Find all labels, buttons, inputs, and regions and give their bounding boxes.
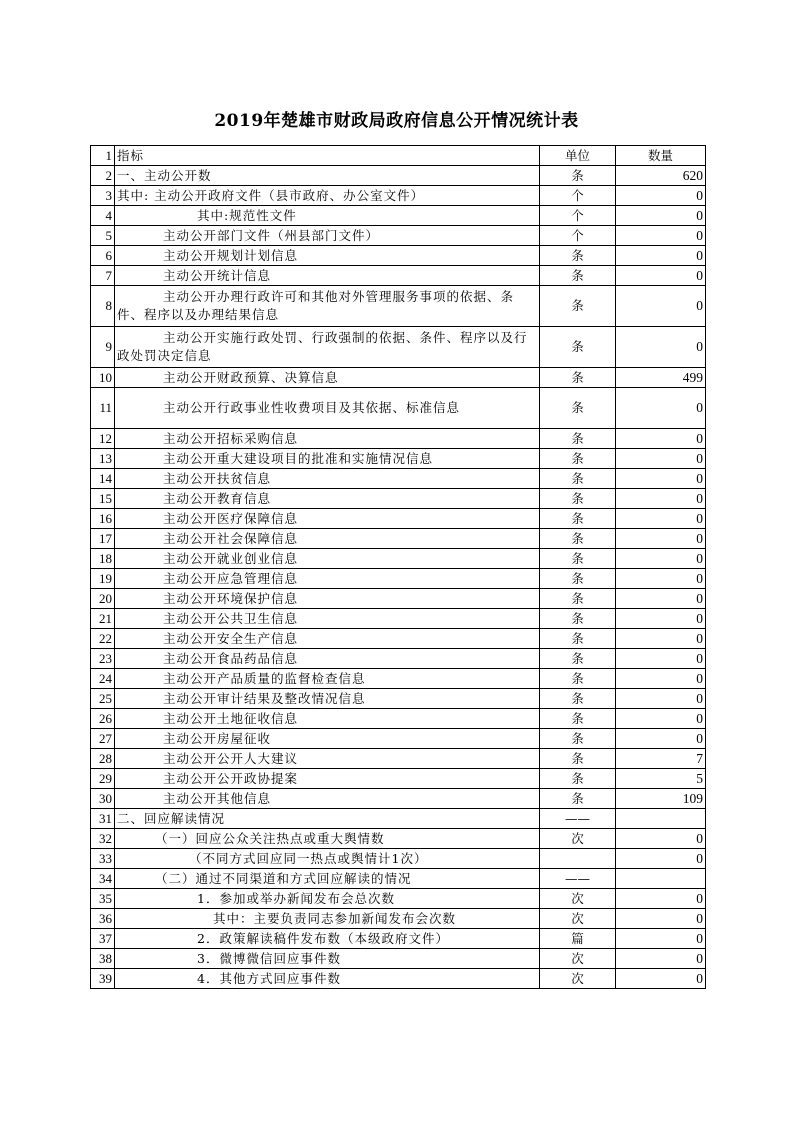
row-indicator: 2．政策解读稿件发布数（本级政府文件） — [115, 929, 540, 949]
row-index: 6 — [91, 246, 115, 266]
row-index: 22 — [91, 629, 115, 649]
row-indicator: 主动公开规划计划信息 — [115, 246, 540, 266]
table-row — [91, 388, 706, 429]
row-indicator: 主动公开重大建设项目的批准和实施情况信息 — [115, 449, 540, 469]
row-quantity: 0 — [616, 929, 706, 949]
row-unit: 条 — [540, 669, 616, 689]
row-unit: 次 — [540, 949, 616, 969]
table-row — [91, 849, 706, 869]
table-row — [91, 869, 706, 889]
table-row — [91, 327, 706, 368]
row-quantity: 0 — [616, 529, 706, 549]
row-indicator: 主动公开行政事业性收费项目及其依据、标准信息 — [115, 388, 540, 429]
row-indicator: 其中：主要负责同志参加新闻发布会次数 — [115, 909, 540, 929]
row-unit: 条 — [540, 569, 616, 589]
row-index: 39 — [91, 969, 115, 989]
row-quantity: 0 — [616, 206, 706, 226]
row-quantity: 7 — [616, 749, 706, 769]
row-index: 7 — [91, 266, 115, 286]
row-indicator: 主动公开医疗保障信息 — [115, 509, 540, 529]
row-indicator: 主动公开环境保护信息 — [115, 589, 540, 609]
row-index: 20 — [91, 589, 115, 609]
row-quantity: 0 — [616, 909, 706, 929]
row-index: 11 — [91, 388, 115, 429]
row-index: 24 — [91, 669, 115, 689]
row-unit: 条 — [540, 368, 616, 388]
row-quantity: 0 — [616, 729, 706, 749]
header-unit: 单位 — [540, 146, 616, 166]
header-quantity: 数量 — [616, 146, 706, 166]
row-indicator: 一、主动公开数 — [115, 166, 540, 186]
row-quantity: 0 — [616, 429, 706, 449]
row-indicator: 主动公开扶贫信息 — [115, 469, 540, 489]
row-quantity: 0 — [616, 609, 706, 629]
row-indicator: 主动公开土地征收信息 — [115, 709, 540, 729]
row-index: 31 — [91, 809, 115, 829]
row-index: 33 — [91, 849, 115, 869]
statistics-table — [90, 145, 706, 989]
row-unit: 条 — [540, 246, 616, 266]
row-indicator: 主动公开房屋征收 — [115, 729, 540, 749]
header-index: 1 — [91, 146, 115, 166]
table-row — [91, 969, 706, 989]
row-index: 23 — [91, 649, 115, 669]
row-index: 9 — [91, 327, 115, 368]
row-indicator: （不同方式回应同一热点或舆情计1次） — [115, 849, 540, 869]
table-row — [91, 829, 706, 849]
row-index: 21 — [91, 609, 115, 629]
row-unit: 条 — [540, 769, 616, 789]
row-unit: 条 — [540, 388, 616, 429]
table-row — [91, 509, 706, 529]
row-unit: 条 — [540, 689, 616, 709]
table-row — [91, 889, 706, 909]
row-indicator: 主动公开社会保障信息 — [115, 529, 540, 549]
row-index: 17 — [91, 529, 115, 549]
row-unit: 个 — [540, 226, 616, 246]
table-row — [91, 489, 706, 509]
row-indicator: 主动公开招标采购信息 — [115, 429, 540, 449]
table-row — [91, 549, 706, 569]
row-quantity: 0 — [616, 709, 706, 729]
row-unit: 条 — [540, 649, 616, 669]
row-unit: 条 — [540, 449, 616, 469]
row-quantity — [616, 869, 706, 889]
table-row — [91, 266, 706, 286]
table-row — [91, 226, 706, 246]
row-unit: 条 — [540, 469, 616, 489]
row-quantity: 0 — [616, 829, 706, 849]
table-row — [91, 368, 706, 388]
row-index: 38 — [91, 949, 115, 969]
table-row — [91, 809, 706, 829]
table-row — [91, 429, 706, 449]
row-unit: —— — [540, 809, 616, 829]
row-index: 36 — [91, 909, 115, 929]
row-unit: 次 — [540, 889, 616, 909]
row-index: 26 — [91, 709, 115, 729]
row-indicator: 主动公开部门文件（州县部门文件） — [115, 226, 540, 246]
row-index: 16 — [91, 509, 115, 529]
table-row — [91, 729, 706, 749]
row-quantity: 0 — [616, 689, 706, 709]
page-title: 2019年楚雄市财政局政府信息公开情况统计表 — [214, 111, 579, 131]
row-index: 37 — [91, 929, 115, 949]
table-row — [91, 749, 706, 769]
row-indicator: 主动公开教育信息 — [115, 489, 540, 509]
row-unit: 次 — [540, 829, 616, 849]
row-quantity: 0 — [616, 669, 706, 689]
header-indicator: 指标 — [115, 146, 540, 166]
table-row — [91, 949, 706, 969]
row-quantity: 0 — [616, 286, 706, 327]
table-row — [91, 569, 706, 589]
row-quantity: 499 — [616, 368, 706, 388]
table-row — [91, 769, 706, 789]
table-row — [91, 206, 706, 226]
row-quantity: 0 — [616, 569, 706, 589]
row-unit: 个 — [540, 186, 616, 206]
table-row — [91, 929, 706, 949]
row-indicator: 1．参加或举办新闻发布会总次数 — [115, 889, 540, 909]
row-index: 3 — [91, 186, 115, 206]
row-quantity: 0 — [616, 649, 706, 669]
row-index: 34 — [91, 869, 115, 889]
row-index: 13 — [91, 449, 115, 469]
row-unit: 条 — [540, 286, 616, 327]
row-index: 14 — [91, 469, 115, 489]
row-quantity: 0 — [616, 266, 706, 286]
row-quantity: 0 — [616, 849, 706, 869]
row-indicator: 二、回应解读情况 — [115, 809, 540, 829]
row-index: 18 — [91, 549, 115, 569]
row-indicator: 主动公开财政预算、决算信息 — [115, 368, 540, 388]
row-unit: 个 — [540, 206, 616, 226]
row-index: 12 — [91, 429, 115, 449]
row-quantity: 0 — [616, 949, 706, 969]
row-index: 2 — [91, 166, 115, 186]
table-row — [91, 286, 706, 327]
table-row — [91, 529, 706, 549]
row-indicator: 主动公开其他信息 — [115, 789, 540, 809]
table-header-row — [91, 146, 706, 166]
row-quantity: 0 — [616, 549, 706, 569]
row-unit: 条 — [540, 709, 616, 729]
row-indicator: 4．其他方式回应事件数 — [115, 969, 540, 989]
row-indicator: 主动公开统计信息 — [115, 266, 540, 286]
row-quantity: 0 — [616, 509, 706, 529]
table-row — [91, 909, 706, 929]
table-row — [91, 669, 706, 689]
row-unit: 条 — [540, 749, 616, 769]
row-indicator: 主动公开安全生产信息 — [115, 629, 540, 649]
table-row — [91, 609, 706, 629]
row-unit: 条 — [540, 529, 616, 549]
row-quantity: 0 — [616, 449, 706, 469]
row-indicator: 主动公开审计结果及整改情况信息 — [115, 689, 540, 709]
row-unit: 次 — [540, 909, 616, 929]
table-row — [91, 469, 706, 489]
row-quantity: 0 — [616, 489, 706, 509]
row-indicator: 主动公开食品药品信息 — [115, 649, 540, 669]
row-index: 30 — [91, 789, 115, 809]
row-indicator: 主动公开办理行政许可和其他对外管理服务事项的依据、条件、程序以及办理结果信息 — [115, 286, 540, 327]
row-quantity: 0 — [616, 246, 706, 266]
row-index: 35 — [91, 889, 115, 909]
row-quantity: 0 — [616, 186, 706, 206]
row-quantity: 5 — [616, 769, 706, 789]
row-indicator: 主动公开公开政协提案 — [115, 769, 540, 789]
row-index: 27 — [91, 729, 115, 749]
row-index: 25 — [91, 689, 115, 709]
row-quantity — [616, 809, 706, 829]
row-unit: —— — [540, 869, 616, 889]
row-index: 8 — [91, 286, 115, 327]
row-unit: 次 — [540, 969, 616, 989]
table-row — [91, 449, 706, 469]
row-index: 15 — [91, 489, 115, 509]
row-unit: 条 — [540, 729, 616, 749]
row-index: 19 — [91, 569, 115, 589]
row-index: 5 — [91, 226, 115, 246]
row-quantity: 0 — [616, 388, 706, 429]
row-quantity: 0 — [616, 969, 706, 989]
table-row — [91, 689, 706, 709]
row-unit — [540, 849, 616, 869]
row-quantity: 620 — [616, 166, 706, 186]
table-row — [91, 629, 706, 649]
row-indicator: 主动公开就业创业信息 — [115, 549, 540, 569]
row-index: 4 — [91, 206, 115, 226]
row-unit: 条 — [540, 789, 616, 809]
row-indicator: （一）回应公众关注热点或重大舆情数 — [115, 829, 540, 849]
row-unit: 条 — [540, 266, 616, 286]
row-indicator: 主动公开产品质量的监督检查信息 — [115, 669, 540, 689]
row-index: 29 — [91, 769, 115, 789]
row-unit: 篇 — [540, 929, 616, 949]
row-quantity: 0 — [616, 889, 706, 909]
table-row — [91, 589, 706, 609]
row-indicator: 3．微博微信回应事件数 — [115, 949, 540, 969]
row-unit: 条 — [540, 166, 616, 186]
row-unit: 条 — [540, 609, 616, 629]
row-indicator: 其中: 主动公开政府文件（县市政府、办公室文件） — [115, 186, 540, 206]
row-indicator: 主动公开实施行政处罚、行政强制的依据、条件、程序以及行政处罚决定信息 — [115, 327, 540, 368]
table-row — [91, 186, 706, 206]
row-index: 32 — [91, 829, 115, 849]
row-quantity: 0 — [616, 589, 706, 609]
table-row — [91, 789, 706, 809]
row-indicator: 其中:规范性文件 — [115, 206, 540, 226]
row-unit: 条 — [540, 509, 616, 529]
row-indicator: 主动公开公开人大建议 — [115, 749, 540, 769]
row-index: 28 — [91, 749, 115, 769]
row-unit: 条 — [540, 629, 616, 649]
row-indicator: （二）通过不同渠道和方式回应解读的情况 — [115, 869, 540, 889]
row-unit: 条 — [540, 489, 616, 509]
row-unit: 条 — [540, 327, 616, 368]
row-unit: 条 — [540, 549, 616, 569]
row-indicator: 主动公开应急管理信息 — [115, 569, 540, 589]
row-unit: 条 — [540, 429, 616, 449]
table-row — [91, 246, 706, 266]
row-unit: 条 — [540, 589, 616, 609]
row-quantity: 109 — [616, 789, 706, 809]
table-row — [91, 166, 706, 186]
row-quantity: 0 — [616, 469, 706, 489]
table-row — [91, 649, 706, 669]
table-row — [91, 709, 706, 729]
row-quantity: 0 — [616, 629, 706, 649]
row-index: 10 — [91, 368, 115, 388]
row-quantity: 0 — [616, 226, 706, 246]
row-quantity: 0 — [616, 327, 706, 368]
row-indicator: 主动公开公共卫生信息 — [115, 609, 540, 629]
